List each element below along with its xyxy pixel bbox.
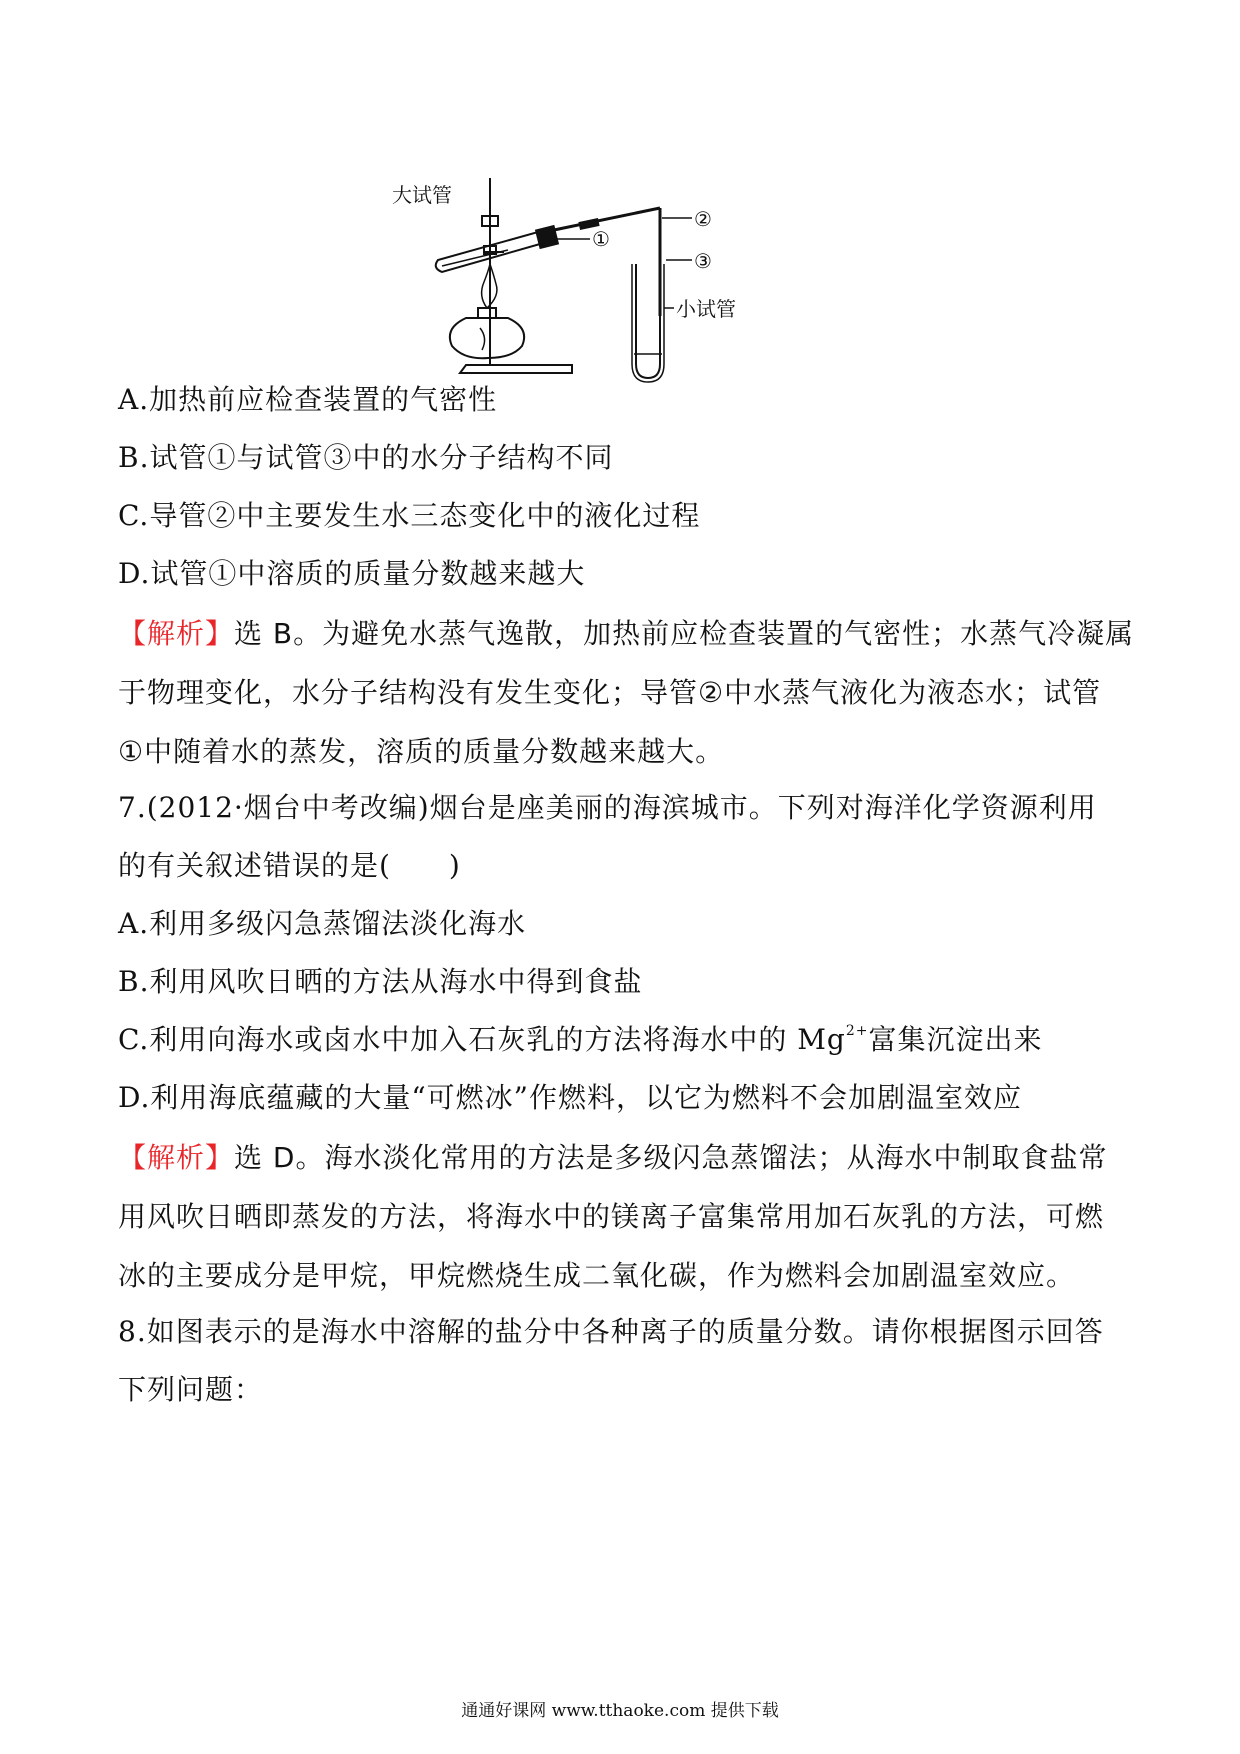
q6-analysis-line1 [118,612,1134,652]
q7-analysis-line1 [118,1136,1107,1176]
q6-option-a: A.加热前应检查装置的气密性 [118,383,498,416]
q6-analysis-tag: 【解析】 [118,617,235,650]
q7-option-a: A.利用多级闪急蒸馏法淡化海水 [118,907,527,940]
q7-analysis-text1: 选 D。海水淡化常用的方法是多级闪急蒸馏法；从海水中制取食盐常 [234,1141,1108,1174]
label-circle-3: ③ [694,249,712,273]
q7-option-b: B.利用风吹日晒的方法从海水中得到食盐 [118,965,643,998]
page-footer: 通通好课网 www.tthaoke.com 提供下载 [461,1701,779,1721]
q6-option-d: D.试管①中溶质的质量分数越来越大 [118,557,586,590]
label-circle-1: ① [592,227,610,251]
q8-stem-line1: 8.如图表示的是海水中溶解的盐分中各种离子的质量分数。请你根据图示回答 [118,1315,1104,1348]
q7-option-c-pre: C.利用向海水或卤水中加入石灰乳的方法将海水中的 Mg [118,1023,846,1056]
q7-analysis-line2: 用风吹日晒即蒸发的方法，将海水中的镁离子富集常用加石灰乳的方法，可燃 [118,1200,1105,1233]
q7-analysis-tag: 【解析】 [118,1141,235,1174]
q7-analysis-line3: 冰的主要成分是甲烷，甲烷燃烧生成二氧化碳，作为燃料会加剧温室效应。 [118,1259,1076,1292]
q6-option-b: B.试管①与试管③中的水分子结构不同 [118,441,614,474]
q6-analysis-line2: 于物理变化，水分子结构没有发生变化；导管②中水蒸气液化为液态水；试管 [118,676,1102,709]
distillation-apparatus-figure [392,168,830,388]
q7-option-c-sup: 2+ [845,1023,869,1039]
q7-stem-line2: 的有关叙述错误的是( ) [118,849,461,882]
alcohol-lamp [450,318,524,358]
q7-option-d: D.利用海底蕴藏的大量“可燃冰”作燃料，以它为燃料不会加剧温室效应 [118,1081,1022,1114]
q6-analysis-line3: ①中随着水的蒸发，溶质的质量分数越来越大。 [118,735,725,768]
small-test-tube [636,264,660,378]
q7-option-c-post: 富集沉淀出来 [868,1023,1043,1056]
label-small-tube: 小试管 [676,297,736,321]
q6-analysis-text1: 选 B。为避免水蒸气逸散，加热前应检查装置的气密性；水蒸气冷凝属 [234,617,1135,650]
label-big-tube: 大试管 [392,183,452,207]
q8-stem-line2: 下列问题： [118,1373,264,1406]
q7-option-c [118,1018,1042,1058]
q6-option-c: C.导管②中主要发生水三态变化中的液化过程 [118,499,701,532]
q7-stem-line1: 7.(2012·烟台中考改编)烟台是座美丽的海滨城市。下列对海洋化学资源利用 [118,791,1097,824]
label-circle-2: ② [694,207,712,231]
stand-base [460,365,572,373]
